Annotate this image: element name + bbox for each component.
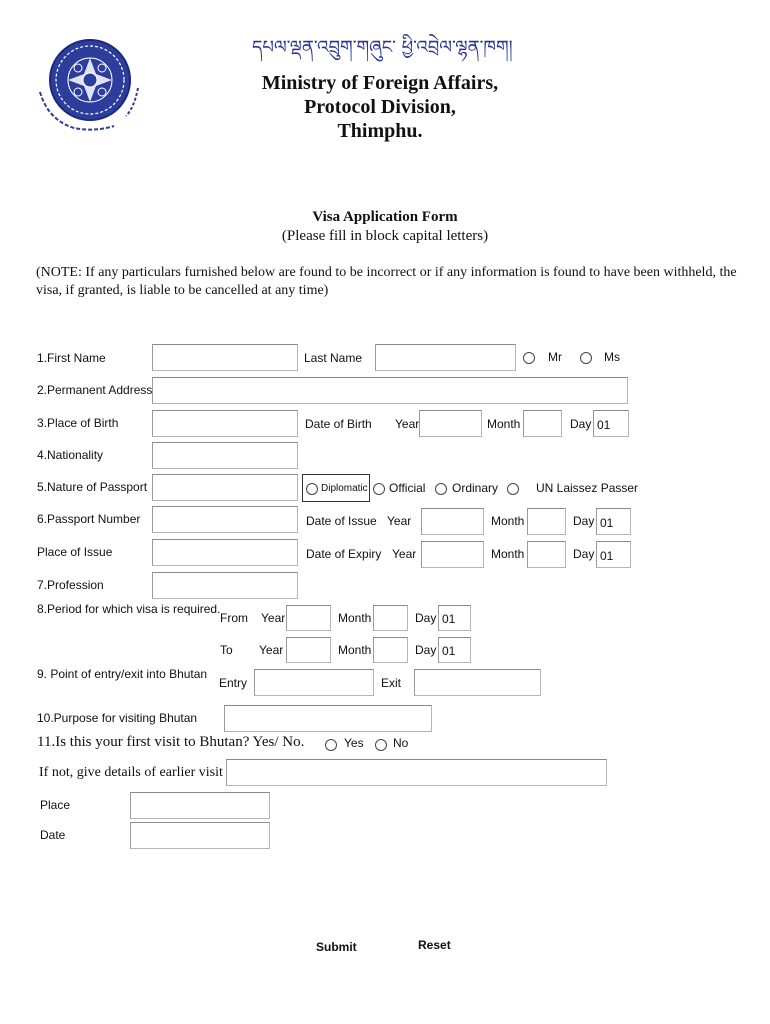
from-year-label: Year [261,611,286,625]
first-visit-no-radio[interactable] [375,739,387,751]
purpose-label: 10.Purpose for visiting Bhutan [37,711,198,725]
issue-month-field[interactable] [527,508,566,535]
place-field[interactable] [130,792,270,819]
first-visit-yes-label: Yes [344,736,364,750]
to-day-label: Day [415,643,437,657]
nature-of-passport-label: 5.Nature of Passport [37,480,148,494]
ministry-title: Ministry of Foreign Affairs, [261,72,499,94]
place-label: Place [40,798,71,812]
place-of-issue-label: Place of Issue [37,545,113,559]
to-year-label: Year [259,643,284,657]
purpose-field[interactable] [224,705,432,732]
date-of-birth-label: Date of Birth [305,417,372,431]
submit-button[interactable]: Submit [316,940,357,954]
expiry-year-field[interactable] [421,541,484,568]
exit-field[interactable] [414,669,541,696]
ms-radio[interactable] [580,352,592,364]
date-of-issue-label: Date of Issue [306,514,377,528]
issue-day-label: Day [573,514,595,528]
date-field[interactable] [130,822,270,849]
form-note: (NOTE: If any particulars furnished below are found to be incorrect or if any information is found to have been withheld, the visa, if granted, is liable to be cancelled at any time) [36,265,737,298]
dob-month-label: Month [487,417,521,431]
ordinary-radio[interactable] [435,483,447,495]
city-title: Thimphu. [337,120,423,142]
first-visit-no-label: No [393,736,409,750]
official-radio[interactable] [373,483,385,495]
from-day-label: Day [415,611,437,625]
dob-day-field[interactable]: 01 [593,410,629,437]
earlier-visit-field[interactable] [226,759,607,786]
official-label: Official [389,481,426,495]
diplomatic-label: Diplomatic [321,483,368,494]
reset-button[interactable]: Reset [418,938,451,952]
from-month-field[interactable] [373,605,408,631]
nationality-field[interactable] [152,442,298,469]
point-of-entry-label: 9. Point of entry/exit into Bhutan [37,667,208,681]
expiry-year-label: Year [392,547,417,561]
from-day-field[interactable]: 01 [438,605,471,631]
un-laissez-label: UN Laissez Passer [536,481,639,495]
issue-day-field[interactable]: 01 [596,508,631,535]
tibetan-title: དཔལ་ལྡན་འབྲུག་གཞུང་ ཕྱི་འབྲེལ་ལྷན་ཁག། [252,37,513,58]
last-name-field[interactable] [375,344,516,371]
place-of-issue-field[interactable] [152,539,298,566]
dob-year-label: Year [395,417,420,431]
passport-number-field[interactable] [152,506,298,533]
date-of-expiry-label: Date of Expiry [306,547,382,561]
diplomatic-radio[interactable] [306,483,318,495]
issue-year-label: Year [387,514,412,528]
first-name-field[interactable] [152,344,298,371]
from-label: From [220,611,248,625]
nature-of-passport-field[interactable] [152,474,298,501]
entry-field[interactable] [254,669,374,696]
to-month-field[interactable] [373,637,408,663]
dob-year-field[interactable] [419,410,482,437]
from-year-field[interactable] [286,605,331,631]
government-seal [34,32,146,132]
profession-label: 7.Profession [37,578,104,592]
profession-field[interactable] [152,572,298,599]
entry-label: Entry [219,676,248,690]
expiry-day-field[interactable]: 01 [596,541,631,568]
to-label: To [220,643,233,657]
permanent-address-label: 2.Permanent Address [37,383,153,397]
division-title: Protocol Division, [304,96,456,118]
form-subtitle: (Please fill in block capital letters) [281,228,489,244]
to-year-field[interactable] [286,637,331,663]
expiry-day-label: Day [573,547,595,561]
place-of-birth-field[interactable] [152,410,298,437]
mr-radio[interactable] [523,352,535,364]
nationality-label: 4.Nationality [37,448,104,462]
form-title: Visa Application Form [312,209,458,225]
to-month-label: Month [338,643,372,657]
last-name-label: Last Name [304,351,363,365]
period-label: 8.Period for which visa is required. [37,602,221,616]
from-month-label: Month [338,611,372,625]
issue-month-label: Month [491,514,525,528]
un-laissez-radio[interactable] [507,483,519,495]
place-of-birth-label: 3.Place of Birth [37,416,119,430]
dob-month-field[interactable] [523,410,562,437]
date-label: Date [40,828,66,842]
ms-label: Ms [604,350,620,364]
to-day-field[interactable]: 01 [438,637,471,663]
expiry-month-label: Month [491,547,525,561]
passport-number-label: 6.Passport Number [37,512,141,526]
mr-label: Mr [548,350,562,364]
first-name-label: 1.First Name [37,351,106,365]
first-visit-yes-radio[interactable] [325,739,337,751]
dob-day-label: Day [570,417,592,431]
expiry-month-field[interactable] [527,541,566,568]
permanent-address-field[interactable] [152,377,628,404]
ordinary-label: Ordinary [452,481,499,495]
earlier-visit-label: If not, give details of earlier visit [39,765,223,780]
exit-label: Exit [381,676,402,690]
issue-year-field[interactable] [421,508,484,535]
first-visit-question: 11.Is this your first visit to Bhutan? Yes/ No. [37,734,305,750]
